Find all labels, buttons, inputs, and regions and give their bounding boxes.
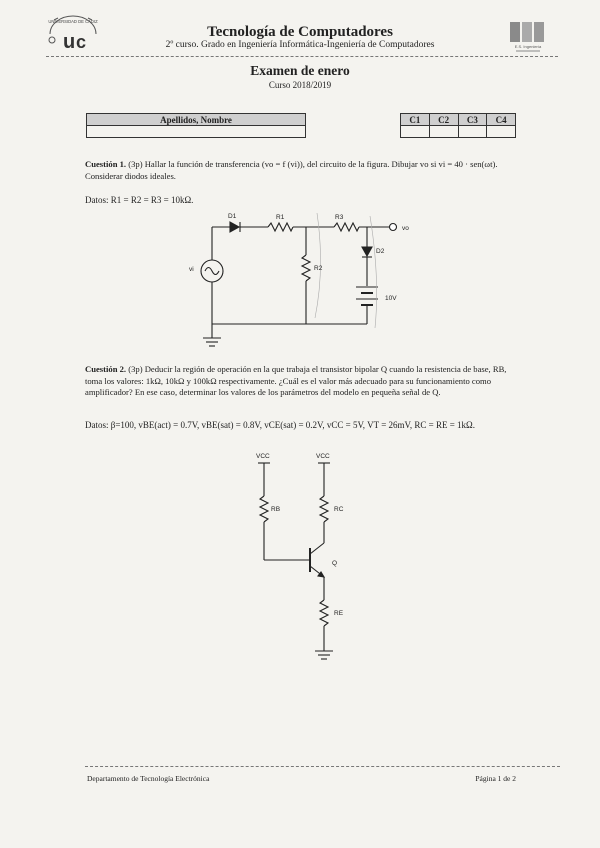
label-vcc-left: VCC xyxy=(256,453,270,460)
grade-header-c3: C3 xyxy=(458,114,487,126)
circuit-2-diagram xyxy=(240,448,370,670)
name-header: Apellidos, Nombre xyxy=(87,114,306,126)
label-vo: vo xyxy=(402,225,409,232)
label-rc: RC xyxy=(334,506,344,513)
header-divider xyxy=(46,56,558,57)
question-2-text: (3p) Deducir la región de operación en la que trabaja el transistor bipolar Q cuando la resistencia de base, RB, toma los valores: 1kΩ, 10kΩ y 100kΩ respectivamente. ¿Cuál es el valor más adecuado para su funcionamiento como amplificador? En ese caso, determinar los valores de los parámetros del modelo en pequeña señal de Q. xyxy=(85,364,507,397)
label-battery: 10V xyxy=(385,295,397,302)
label-re: RE xyxy=(334,610,344,617)
label-q: Q xyxy=(332,560,338,567)
question-1 xyxy=(85,159,525,182)
question-2 xyxy=(85,364,525,399)
school-logo xyxy=(508,20,550,54)
course-title: Tecnología de Computadores xyxy=(207,24,393,40)
label-vcc-right: VCC xyxy=(316,453,330,460)
circuit-1-diagram xyxy=(175,208,425,358)
svg-text:c: c xyxy=(76,32,87,52)
question-2-label: Cuestión 2. xyxy=(85,364,127,374)
grade-cell[interactable] xyxy=(458,126,487,138)
label-r2: R2 xyxy=(314,265,323,272)
grade-header-c4: C4 xyxy=(487,114,516,126)
name-table xyxy=(86,113,306,138)
label-r1: R1 xyxy=(276,214,285,221)
grade-cell[interactable] xyxy=(401,126,430,138)
exam-year: Curso 2018/2019 xyxy=(268,80,332,90)
university-logo xyxy=(44,14,102,52)
label-r3: R3 xyxy=(335,214,344,221)
question-1-data: Datos: R1 = R2 = R3 = 10kΩ. xyxy=(85,195,194,205)
footer-divider xyxy=(85,766,560,767)
footer-department: Departamento de Tecnología Electrónica xyxy=(87,774,210,783)
svg-text:u: u xyxy=(63,31,76,52)
question-1-label: Cuestión 1. xyxy=(85,159,127,169)
grades-table xyxy=(400,113,516,138)
svg-text:UNIVERSIDAD DE CÁDIZ: UNIVERSIDAD DE CÁDIZ xyxy=(48,19,98,24)
footer-page: Página 1 de 2 xyxy=(475,774,516,783)
grade-cell[interactable] xyxy=(487,126,516,138)
grade-cell[interactable] xyxy=(429,126,458,138)
name-field[interactable] xyxy=(87,126,306,138)
course-subtitle: 2º curso. Grado en Ingeniería Informática-Ingeniería de Computadores xyxy=(165,40,435,50)
exam-title: Examen de enero xyxy=(250,63,350,78)
label-d2: D2 xyxy=(376,248,385,255)
svg-text:E.S. Ingeniería: E.S. Ingeniería xyxy=(514,44,542,49)
question-1-text: (3p) Hallar la función de transferencia (vo = f (vi)), del circuito de la figura. Dibujar vo si vi = 40 · sen(ωt). Considerar diodos ideales. xyxy=(85,159,498,181)
grade-header-c2: C2 xyxy=(429,114,458,126)
label-vi: vi xyxy=(189,266,194,273)
question-2-data: Datos: β=100, vBE(act) = 0.7V, vBE(sat) = 0.8V, vCE(sat) = 0.2V, vCC = 5V, VT = 26mV, RC = RE = 1kΩ. xyxy=(85,420,475,430)
label-d1: D1 xyxy=(228,213,237,220)
label-rb: RB xyxy=(271,506,281,513)
grade-header-c1: C1 xyxy=(401,114,430,126)
